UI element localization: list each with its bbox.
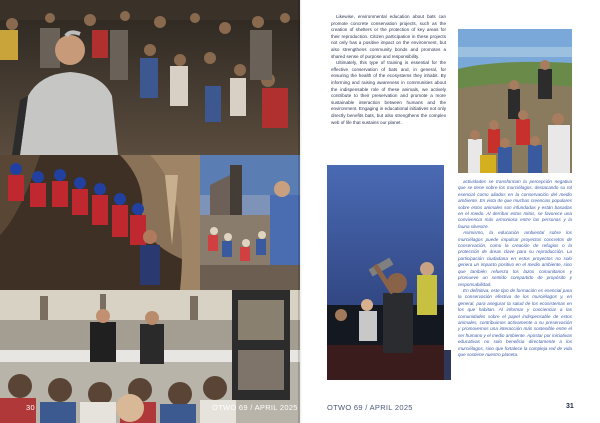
english-paragraph: Ultimately, this type of training is essential for the effective conservation of bats and, in general, for ensuring the health of the ecosystems they inhabit. By informing and raising awareness in communities about the indispensable role of these animals, we actively contribute to their preservation and promote a more sustainable interaction between humans and the environment. Engaging in educational initiatives not only directly benefits bats, but also strengthens the complex web of life that sustains our planet. [331,60,446,125]
photo-hillside-crowd [458,29,572,173]
left-page-footer: OTWO 69 / APRIL 2025 [212,403,298,412]
right-page-footer: OTWO 69 / APRIL 2025 [327,403,413,412]
page-gutter-shadow [298,0,302,423]
spanish-article-text [458,179,572,358]
spanish-paragraph: En definitiva, este tipo de formación es esencial para la conservación efectiva de los murciélagos y, en general, para asegurar la salud de los ecosistemas en los que habitan. Al informar y concienciar a las comunidades sobre el papel indispensable de estos animales, contribuimos activamente a su preservación y promovemos una interacción más sostenible entre el ser humano y el medio ambiente. Apostar por iniciativas educativas no solo beneficia directamente a los murciélagos, sino que fortalece la compleja red de vida que sostiene nuestro planeta. [458,287,572,357]
left-page-number: 30 [26,403,35,412]
english-paragraph: Likewise, environmental education about bats can promote concrete conservation projects, such as the creation of shelters or the protection of key areas for their reproduction. Citizen participation in these projects not only has a positive impact on the environment, but also strengthens community bonds and promotes a shared sense of purpose and responsibility. [331,14,446,59]
right-page-number: 31 [566,403,574,410]
photo-plaza-dusk [200,155,300,290]
photo-bat-detector-night [327,165,444,380]
spanish-paragraph: Asimismo, la educación ambiental sobre los murciélagos puede impulsar proyectos concretos de conservación, como la creación de refugios o la protección de áreas clave para su reproducción. La participación ciudadana en estos proyectos no solo genera un impacto positivo en el medio ambiente, sino que también refuerza los lazos comunitarios y promueve un sentido compartido de propósito y responsabilidad. [458,230,572,287]
photo-night-crowd [0,0,300,155]
photo-cave-children [0,155,200,290]
english-article-text [331,14,446,126]
photo-night-strip [444,350,451,380]
spanish-paragraph: actividades se transforman la percepción negativa que se tiene sobre los murciélagos, destacando su rol esencial como aliados en la conservación del medio ambiente. En vista de que muchas creencias populares sobre estos animales son infundadas y están basadas en el miedo. Al derribar estos mitos, se favorece una convivencia más armoniosa entre las personas y la fauna silvestre. [458,179,572,229]
